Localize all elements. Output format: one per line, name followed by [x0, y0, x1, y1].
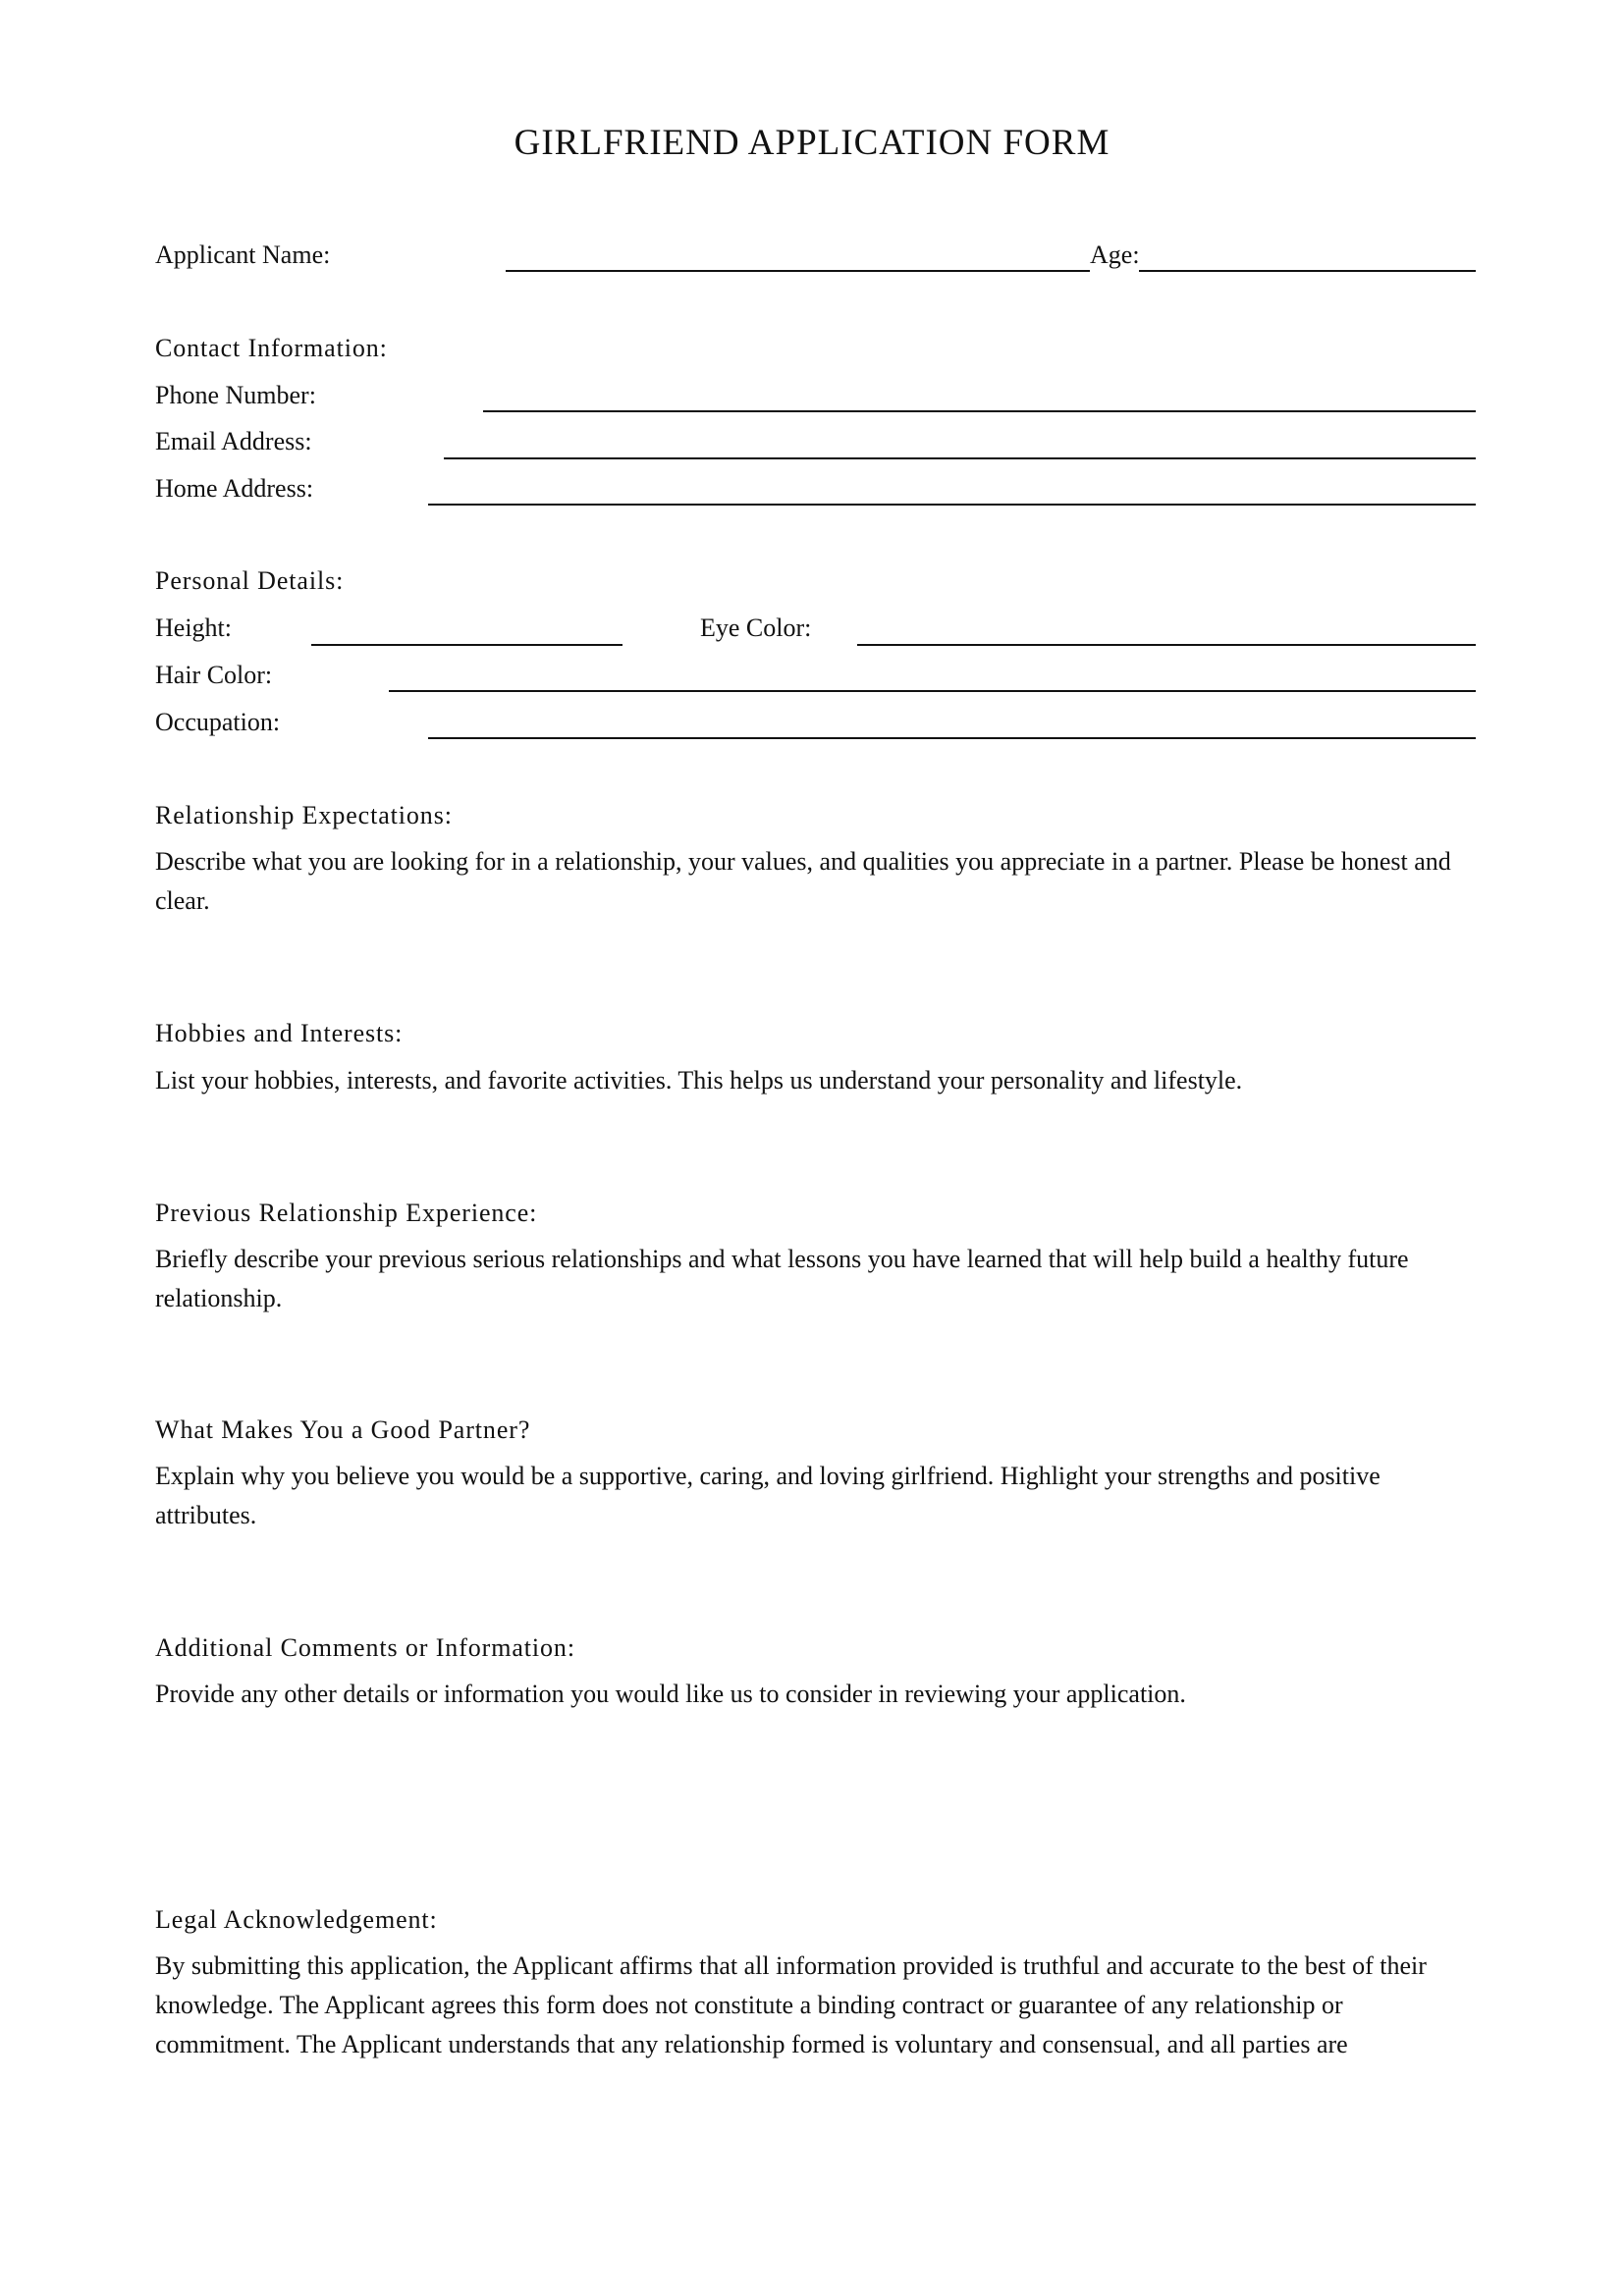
age-field[interactable]	[1139, 270, 1476, 272]
page-title: GIRLFRIEND APPLICATION FORM	[514, 123, 1110, 163]
previous-relationship-instructions: Briefly describe your previous serious relationships and what lessons you have learned that will help build a healthy future relationship.	[155, 1245, 1409, 1312]
phone-field[interactable]	[483, 410, 1476, 412]
legal-heading: Legal Acknowledgement:	[155, 1905, 438, 1934]
eye-color-label: Eye Color:	[700, 614, 812, 642]
hair-color-field[interactable]	[389, 690, 1476, 692]
phone-label: Phone Number:	[155, 381, 316, 409]
applicant-name-field[interactable]	[506, 270, 1090, 272]
email-label: Email Address:	[155, 427, 312, 455]
good-partner-instructions: Explain why you believe you would be a supportive, caring, and loving girlfriend. Highlight your strengths and positive attributes.	[155, 1462, 1380, 1529]
additional-comments-instructions: Provide any other details or information you would like us to consider in reviewing your application.	[155, 1680, 1186, 1708]
hobbies-heading: Hobbies and Interests:	[155, 1019, 404, 1047]
eye-color-field[interactable]	[857, 644, 1476, 646]
personal-heading: Personal Details:	[155, 566, 345, 595]
height-label: Height:	[155, 614, 232, 642]
expectations-heading: Relationship Expectations:	[155, 801, 453, 829]
additional-comments-heading: Additional Comments or Information:	[155, 1633, 575, 1662]
home-address-label: Home Address:	[155, 474, 314, 503]
age-label: Age:	[1090, 240, 1140, 269]
occupation-field[interactable]	[428, 737, 1476, 739]
hobbies-instructions: List your hobbies, interests, and favorite activities. This helps us understand your personality and lifestyle.	[155, 1066, 1243, 1095]
previous-relationship-heading: Previous Relationship Experience:	[155, 1199, 538, 1227]
legal-text: By submitting this application, the Applicant affirms that all information provided is truthful and accurate to the best of their knowledge. The Applicant agrees this form does not constitute a binding contract or guarantee of any relationship or commitment. The Applicant understands that any relationship formed is voluntary and consensual, and all parties are	[155, 1951, 1427, 2058]
hair-color-label: Hair Color:	[155, 661, 273, 689]
occupation-label: Occupation:	[155, 708, 281, 736]
home-address-field[interactable]	[428, 504, 1476, 506]
contact-heading: Contact Information:	[155, 334, 388, 362]
expectations-instructions: Describe what you are looking for in a relationship, your values, and qualities you appreciate in a partner. Please be honest and clear.	[155, 847, 1451, 915]
good-partner-heading: What Makes You a Good Partner?	[155, 1415, 531, 1444]
height-field[interactable]	[311, 644, 623, 646]
applicant-name-label: Applicant Name:	[155, 240, 331, 269]
email-field[interactable]	[444, 457, 1476, 459]
